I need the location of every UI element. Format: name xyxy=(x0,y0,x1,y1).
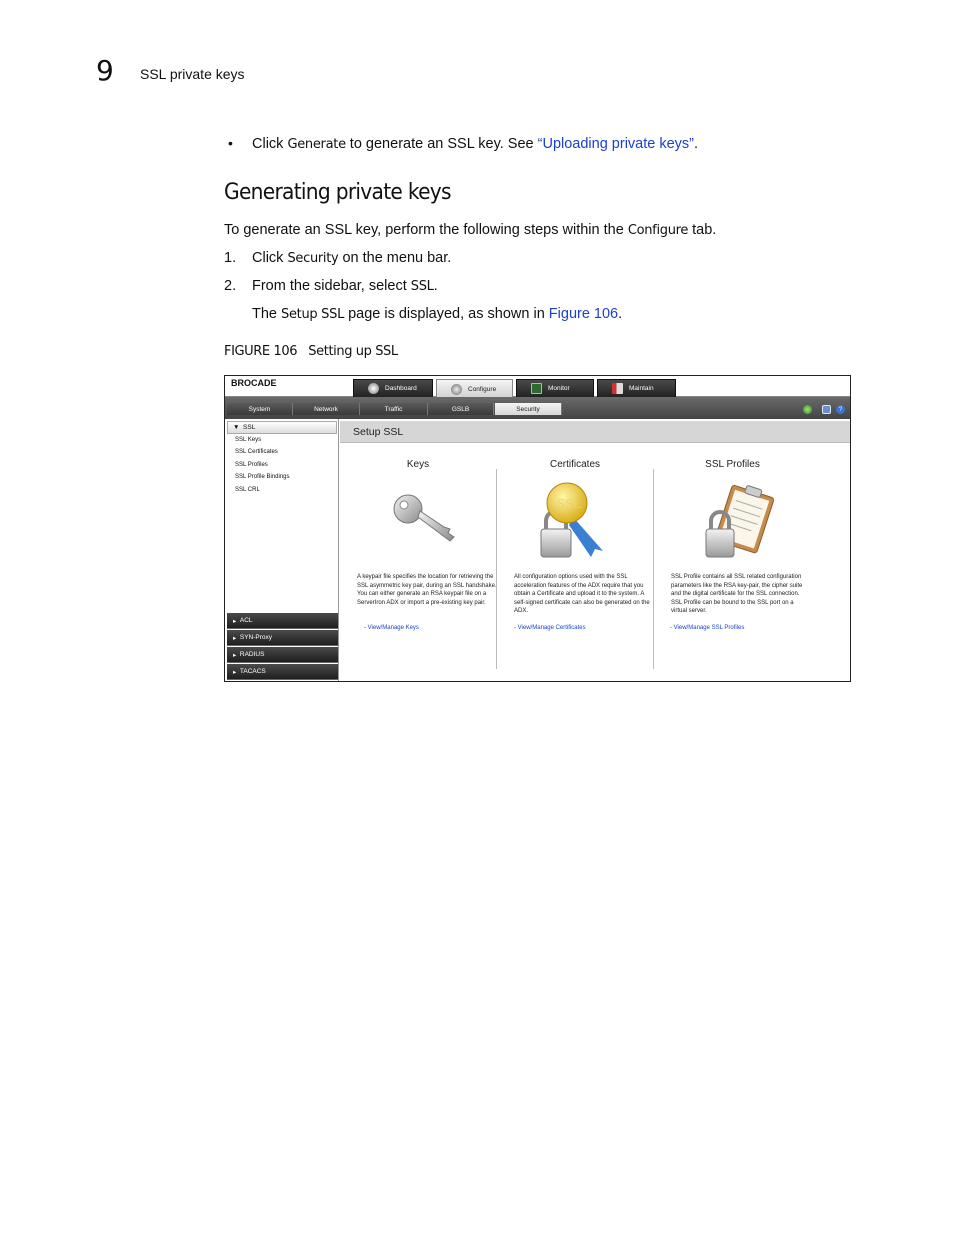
step-2-text xyxy=(252,277,438,296)
link-uploading-private-keys[interactable]: “Uploading private keys” xyxy=(537,136,694,152)
result-pre: The xyxy=(252,306,282,322)
bullet-post: . xyxy=(694,136,699,152)
tab-maintain-label: Maintain xyxy=(629,385,654,392)
keys-description: A keypair file specifies the location for retrieving the SSL asymmetric key pair, during an SSL handshake. You can either generate an RSA keypair file on a ServerIron ADX or import a pre-existing key pair. xyxy=(357,574,497,606)
sidebar-section-acl-label: ACL xyxy=(239,617,253,624)
brand-logo: BROCADE xyxy=(231,378,277,388)
chapter-number: 9 xyxy=(96,54,114,87)
sidebar xyxy=(225,419,339,681)
monitor-icon xyxy=(531,383,542,394)
step-2-post: . xyxy=(433,278,438,294)
step-1-post: on the menu bar. xyxy=(338,250,452,266)
step-1-text xyxy=(252,249,451,268)
subtab-network[interactable]: Network xyxy=(293,403,360,415)
dashboard-icon xyxy=(368,383,379,394)
figure-label: FIGURE 106 xyxy=(224,344,298,359)
view-manage-certificates-link[interactable]: - View/Manage Certificates xyxy=(514,625,586,631)
certificates-column xyxy=(497,459,654,669)
clipboard-lock-icon xyxy=(702,483,782,561)
tab-monitor[interactable] xyxy=(516,379,594,398)
step-2-pre: From the sidebar, select xyxy=(252,278,411,294)
keys-title: Keys xyxy=(406,459,430,470)
step-1-pre: Click xyxy=(252,250,288,266)
sidebar-section-acl[interactable]: ▸ ACL xyxy=(227,613,338,629)
ui-term-generate: Generate xyxy=(287,137,346,152)
step-1-number: 1. xyxy=(224,250,237,266)
ssl-profiles-title: SSL Profiles xyxy=(705,459,760,470)
result-post: . xyxy=(618,306,623,322)
tab-dashboard[interactable] xyxy=(353,379,433,398)
figure-title: Setting up SSL xyxy=(308,344,398,359)
tab-dashboard-label: Dashboard xyxy=(385,385,417,392)
figure-caption xyxy=(224,344,398,359)
ui-term-setup-ssl: Setup SSL xyxy=(281,307,345,322)
sidebar-section-syn-proxy[interactable]: ▸ SYN-Proxy xyxy=(227,630,338,646)
certificates-description: All configuration options used with the SSL acceleration features of the ADX require that you obtain a Certificate and upload it to the system. A self-signed certificate can also be generated on the ADX. xyxy=(514,574,650,614)
top-bar xyxy=(225,376,850,397)
subtab-security[interactable]: Security xyxy=(495,403,562,415)
sidebar-item-ssl-profile-bindings[interactable]: SSL Profile Bindings xyxy=(235,474,290,480)
ui-term-configure: Configure xyxy=(627,223,689,238)
page-title: Setup SSL xyxy=(340,421,850,443)
sidebar-item-ssl-profiles[interactable]: SSL Profiles xyxy=(235,462,268,468)
tools-icon xyxy=(612,383,623,394)
view-manage-ssl-profiles-link[interactable]: - View/Manage SSL Profiles xyxy=(670,625,745,631)
main-panel xyxy=(340,419,850,681)
save-icon[interactable] xyxy=(822,405,831,414)
help-icon[interactable]: ? xyxy=(836,405,845,414)
result-mid: page is displayed, as shown in xyxy=(344,306,549,322)
sidebar-section-ssl[interactable]: ▼ SSL xyxy=(227,421,337,434)
ui-term-ssl: SSL xyxy=(410,279,434,294)
section-heading: Generating private keys xyxy=(224,180,451,205)
refresh-icon[interactable] xyxy=(803,405,812,414)
subtab-traffic[interactable]: Traffic xyxy=(360,403,428,415)
view-manage-keys-link[interactable]: - View/Manage Keys xyxy=(364,625,419,631)
tab-configure-label: Configure xyxy=(468,386,497,393)
sidebar-section-tacacs[interactable]: ▸ TACACS xyxy=(227,664,338,680)
sidebar-section-radius[interactable]: ▸ RADIUS xyxy=(227,647,338,663)
sidebar-section-syn-proxy-label: SYN-Proxy xyxy=(239,634,273,641)
ui-term-security: Security xyxy=(287,251,339,266)
sidebar-item-ssl-keys[interactable]: SSL Keys xyxy=(235,437,262,443)
certificates-title: Certificates xyxy=(549,459,600,470)
ssl-profiles-column xyxy=(654,459,850,669)
ssl-profiles-description: SSL Profile contains all SSL related configuration parameters like the RSA key-pair, the cipher suite and the digital certificate for the SSL connection. SSL Profile can be bound to the SSL port on a virtual server. xyxy=(671,574,803,614)
ssl-seal-text: SSL xyxy=(557,497,582,511)
key-icon xyxy=(390,491,460,551)
tab-configure[interactable] xyxy=(436,379,513,399)
tab-maintain[interactable] xyxy=(597,379,676,398)
sidebar-item-ssl-certificates[interactable]: SSL Certificates xyxy=(235,449,278,455)
chapter-title: SSL private keys xyxy=(140,66,245,82)
subtab-system[interactable]: System xyxy=(227,403,293,415)
link-figure-106[interactable]: Figure 106 xyxy=(548,306,619,322)
step-2-number: 2. xyxy=(224,278,237,294)
bullet-text xyxy=(252,135,698,154)
gear-icon xyxy=(451,384,462,395)
sidebar-item-ssl-crl[interactable]: SSL CRL xyxy=(235,487,260,493)
bullet-pre: Click xyxy=(252,136,288,152)
bullet-mid: to generate an SSL key. See xyxy=(345,136,538,152)
intro-paragraph xyxy=(224,221,716,240)
sidebar-section-tacacs-label: TACACS xyxy=(239,668,266,675)
intro-post: tab. xyxy=(688,222,717,238)
keys-column xyxy=(340,459,497,669)
menu-bar xyxy=(225,397,850,419)
certificate-lock-icon xyxy=(537,481,612,561)
result-text xyxy=(252,305,622,324)
bullet-marker: • xyxy=(228,135,233,151)
sidebar-section-radius-label: RADIUS xyxy=(239,651,265,658)
tab-monitor-label: Monitor xyxy=(548,385,570,392)
sidebar-section-ssl-label: SSL xyxy=(243,424,256,431)
setup-ssl-screenshot xyxy=(224,375,851,682)
subtab-gslb[interactable]: GSLB xyxy=(428,403,494,415)
intro-pre: To generate an SSL key, perform the following steps within the xyxy=(224,222,628,238)
